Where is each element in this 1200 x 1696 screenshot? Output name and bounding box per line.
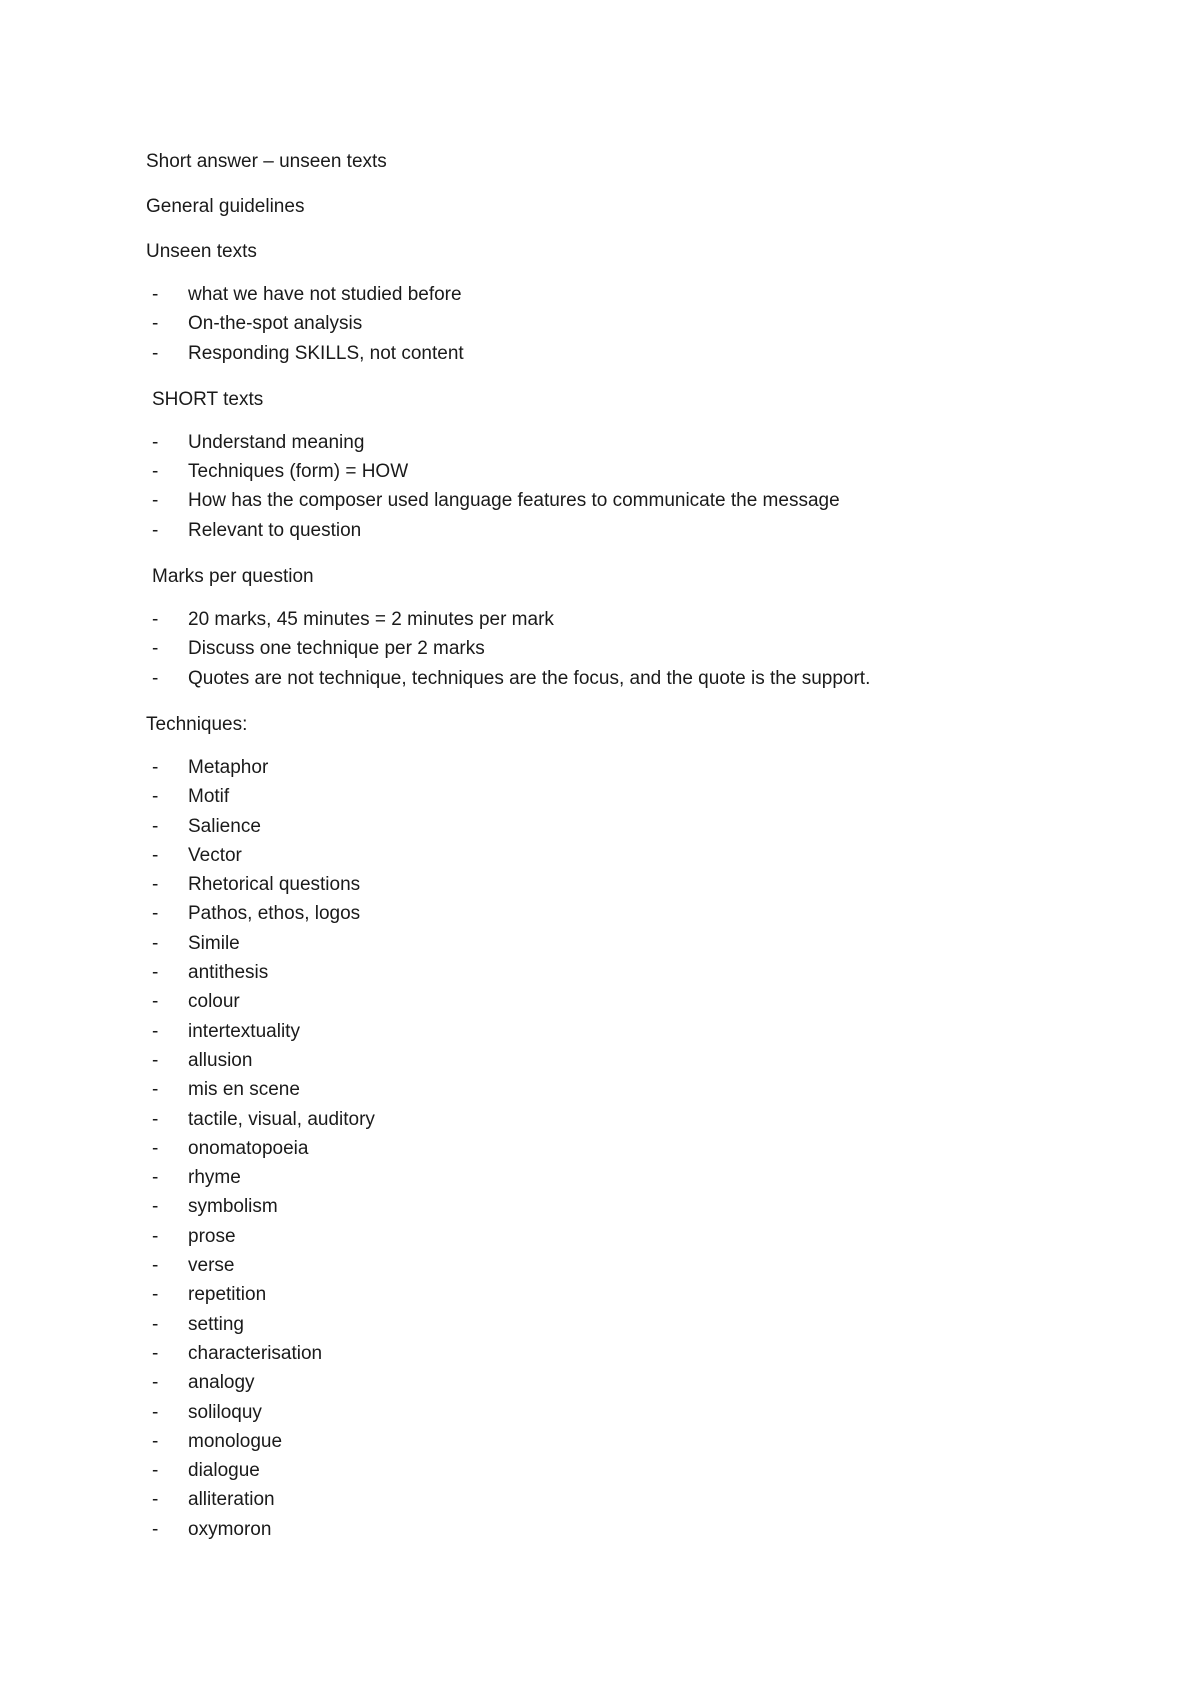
list-item: - Rhetorical questions	[152, 874, 361, 896]
list-item: - On-the-spot analysis	[152, 313, 363, 335]
list-item: - allusion	[152, 1049, 253, 1071]
list-item: - Understand meaning	[152, 431, 365, 453]
list-item: - monologue	[152, 1430, 283, 1452]
list-item: - symbolism	[152, 1196, 278, 1218]
list-item: - soliloquy	[152, 1401, 262, 1423]
list-short-texts	[146, 428, 1106, 545]
list-techniques	[146, 753, 1106, 1544]
list-item: - Pathos, ethos, logos	[152, 903, 361, 925]
list-item: - Quotes are not technique, techniques are the focus, and the quote is the support.	[152, 667, 871, 689]
list-item: - Responding SKILLS, not content	[152, 342, 464, 364]
list-item: - mis en scene	[152, 1079, 300, 1101]
list-item: - oxymoron	[152, 1518, 272, 1540]
section-heading-marks-per-question: Marks per question	[152, 566, 314, 588]
list-item: - colour	[152, 991, 240, 1013]
list-item: - what we have not studied before	[152, 284, 462, 305]
list-item: - antithesis	[152, 962, 269, 984]
document-content	[146, 148, 1106, 1562]
list-item: - tactile, visual, auditory	[152, 1108, 375, 1130]
list-item: - 20 marks, 45 minutes = 2 minutes per mark	[152, 609, 554, 631]
list-item: - onomatopoeia	[152, 1137, 309, 1159]
list-item: - characterisation	[152, 1342, 323, 1364]
list-item: - Motif	[152, 786, 230, 808]
list-item: - Discuss one technique per 2 marks	[152, 638, 485, 660]
list-item: - Metaphor	[152, 756, 269, 778]
list-item: - prose	[152, 1225, 236, 1247]
list-item: - repetition	[152, 1284, 267, 1306]
list-item: - Simile	[152, 932, 240, 954]
list-item: - rhyme	[152, 1167, 241, 1189]
list-item: - dialogue	[152, 1460, 260, 1482]
section-heading-short-texts: SHORT texts	[152, 388, 264, 410]
list-item: - alliteration	[152, 1489, 275, 1511]
list-item: - analogy	[152, 1372, 255, 1394]
section-heading-unseen-texts: Unseen texts	[146, 241, 257, 262]
document-title: Short answer – unseen texts	[146, 151, 387, 172]
list-item: - intertextuality	[152, 1020, 300, 1042]
list-item: - Vector	[152, 844, 242, 866]
list-item: - How has the composer used language features to communicate the message	[152, 490, 840, 512]
list-marks-per-question	[146, 605, 1106, 693]
list-item: - Techniques (form) = HOW	[152, 461, 409, 483]
list-item: - setting	[152, 1313, 244, 1335]
list-item: - Relevant to question	[152, 519, 362, 541]
list-item: - verse	[152, 1255, 235, 1277]
list-item: - Salience	[152, 815, 261, 837]
document-subtitle: General guidelines	[146, 196, 305, 217]
list-unseen-texts	[146, 280, 1106, 368]
section-heading-techniques: Techniques:	[146, 713, 248, 735]
